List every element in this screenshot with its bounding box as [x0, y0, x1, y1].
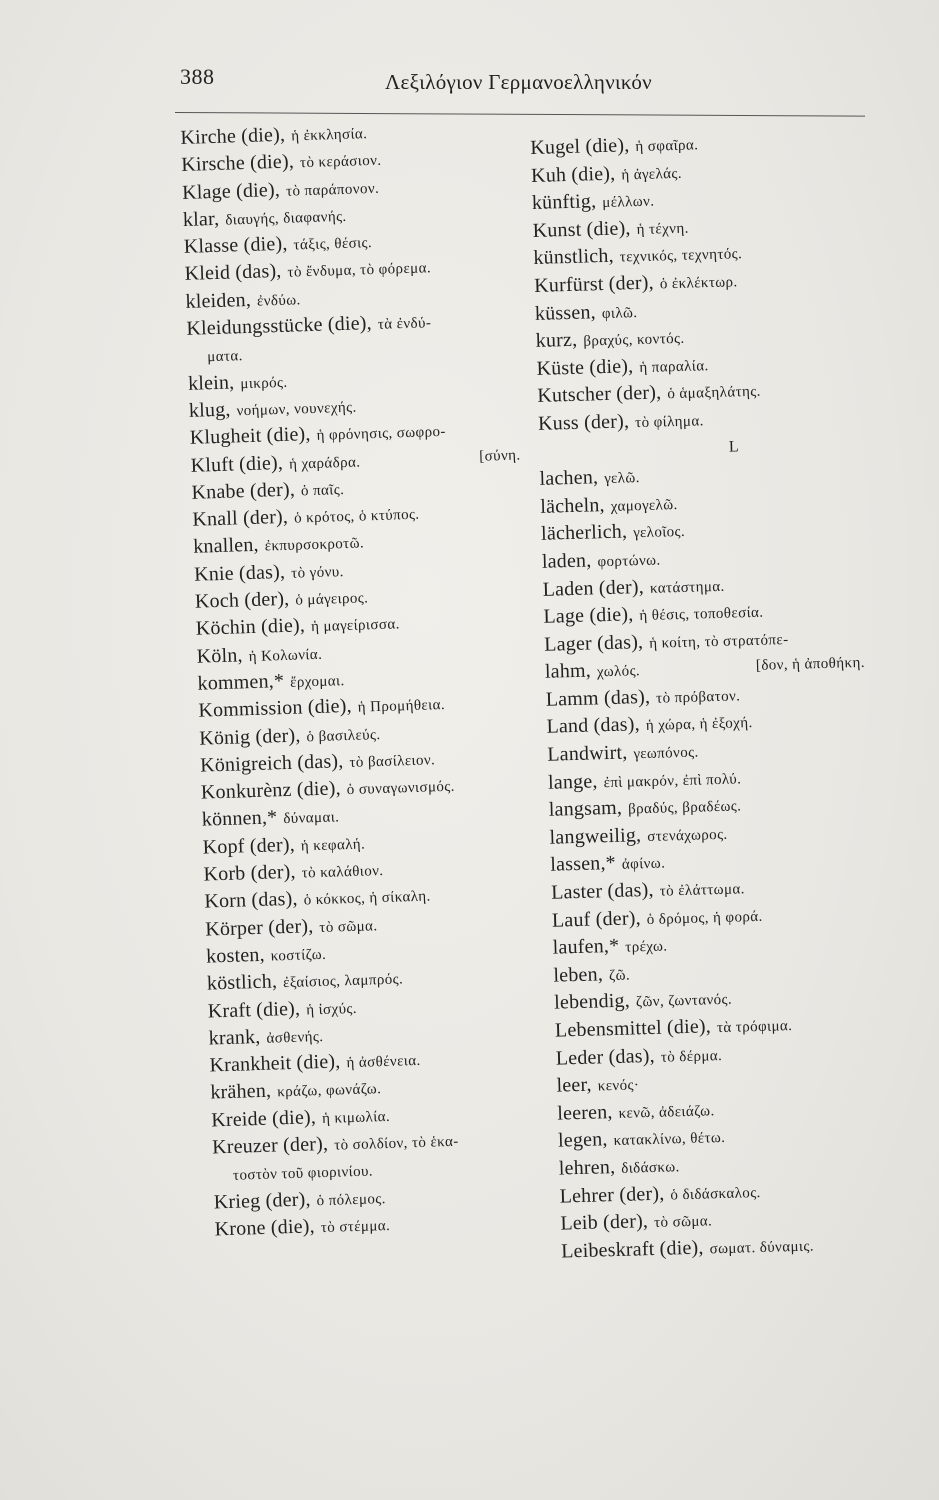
entry-headword: Köchin (die), — [195, 614, 306, 641]
entry-headword: küssen, — [534, 300, 597, 325]
entry-gloss: ἡ κεφαλή. — [300, 836, 366, 855]
entry-gloss: φορτώνω. — [597, 552, 661, 571]
entry-gloss: τὰ ἐνδύ- — [377, 315, 432, 333]
entry-gloss: ἡ σφαῖρα. — [635, 137, 699, 156]
entry-gloss: ἔρχομαι. — [289, 673, 345, 691]
entry-headword: künstlich, — [533, 245, 615, 270]
entry-gloss: ὁ πόλεμος. — [316, 1190, 387, 1209]
entry-continuation-note: [σύνη. — [479, 447, 521, 465]
entry-headword: krähen, — [210, 1080, 272, 1104]
entry-headword: langsam, — [548, 796, 623, 821]
entry-headword: Kleidungsstücke (die), — [186, 312, 373, 340]
entry-gloss: φιλῶ. — [601, 304, 638, 322]
entry-headword: Kunst (die), — [532, 217, 631, 242]
k-entries — [530, 126, 868, 439]
left-column — [180, 114, 555, 1243]
entry-gloss: ἀσθενής. — [266, 1028, 324, 1047]
entry-headword: leer, — [556, 1073, 593, 1097]
entry-gloss: ἡ κιμωλία. — [321, 1108, 391, 1127]
entry-headword: Küste (die), — [536, 354, 634, 380]
entry-headword: klein, — [187, 371, 235, 395]
entry-gloss: ἡ ἀγελάς. — [621, 165, 683, 184]
entry-gloss: ὁ συναγωνισμός. — [346, 778, 456, 799]
entry-gloss: βραδύς, βραδέως. — [627, 798, 742, 818]
entry-headword: künftig, — [531, 190, 597, 215]
entry-headword: Laden (der), — [542, 575, 645, 601]
entry-gloss: τὸ βασίλειον. — [349, 752, 436, 771]
entry-gloss: στενάχωρος. — [647, 826, 728, 845]
entry-gloss: ἐπὶ μακρόν, ἐπὶ πολύ. — [603, 771, 742, 791]
entry-gloss: τάξις, θέσις. — [293, 235, 373, 254]
entry-headword: König (der), — [198, 724, 301, 750]
entry-continuation-note: [δον, ἡ ἀποθήκη. — [755, 655, 866, 675]
section-letter-l: L — [728, 437, 739, 456]
entry-gloss: ὁ διδάσκαλος. — [670, 1184, 761, 1204]
entry-gloss: τὸ σῶμα. — [319, 917, 378, 936]
entry-headword: lachen, — [539, 466, 599, 490]
entry-gloss: ἡ χαράδρα. — [288, 454, 361, 473]
entry-gloss: κενός· — [597, 1077, 640, 1095]
entry-headword: laden, — [541, 549, 592, 573]
entry-gloss: μικρός. — [240, 374, 288, 392]
entry-headword: Köln, — [196, 643, 244, 668]
entry-headword: Kreuzer (der), — [211, 1132, 329, 1159]
entry-gloss: χαμογελῶ. — [610, 496, 678, 515]
entry-headword: Königreich (das), — [199, 750, 344, 777]
entry-gloss: γελοῖος. — [632, 524, 686, 542]
entry-headword: lächeln, — [540, 493, 606, 518]
entry-headword: Knall (der), — [192, 505, 289, 531]
entry-gloss: ὁ κόκκος, ἡ σίκαλη. — [303, 888, 431, 909]
entry-gloss: ὁ κρότος, ὁ κτύπος. — [293, 506, 420, 527]
entry-headword: Krieg (der), — [213, 1188, 311, 1214]
entry-gloss: ὁ παῖς. — [300, 481, 345, 500]
entry-headword: Kurfürst (der), — [533, 271, 655, 297]
entry-headword: Kommission (die), — [198, 695, 353, 722]
entry-headword: kurz, — [535, 328, 578, 353]
entry-gloss: διδάσκω. — [621, 1159, 680, 1177]
entry-gloss: ὁ μάγειρος. — [295, 590, 369, 609]
entry-gloss: γεωπόνος. — [633, 744, 699, 763]
entry-headword: Knabe (der), — [191, 478, 296, 504]
entry-headword: Kutscher (der), — [536, 381, 662, 408]
entry-gloss: ἐξαίσιος, λαμπρός. — [282, 971, 404, 992]
entry-headword: Kreide (die), — [210, 1105, 317, 1132]
entry-headword: lange, — [547, 770, 598, 794]
entry-gloss: ἡ Προμήθεια. — [357, 697, 446, 716]
entry-gloss: ἡ παραλία. — [639, 357, 709, 376]
entry-headword: Knie (das), — [193, 560, 286, 586]
entry-headword: Kopf (der), — [202, 833, 296, 859]
entry-headword: Laster (das), — [550, 878, 654, 904]
entry-gloss: ἐκπυρσοκροτῶ. — [264, 535, 365, 555]
entry-headword: köstlich, — [206, 970, 278, 995]
entry-headword: Lage (die), — [543, 603, 634, 628]
entry-gloss: ὁ δρόμος, ἡ φορά. — [646, 908, 763, 928]
entry-gloss: κατάστημα. — [649, 578, 725, 597]
entry-gloss: ἡ θέσις, τοποθεσία. — [639, 604, 764, 625]
entry-gloss: κατακλίνω, θέτω. — [613, 1130, 726, 1150]
entry-gloss: τὸ στέμμα. — [320, 1217, 391, 1236]
entry-headword: lächerlich, — [540, 520, 628, 546]
entry-gloss: χωλός. — [596, 663, 641, 681]
entry-headword: Lehrer (der), — [559, 1182, 665, 1208]
page-number: 388 — [180, 64, 215, 89]
entry-gloss: τεχνικός, τεχνητός. — [619, 246, 743, 266]
entry-headword: laufen,* — [552, 935, 620, 959]
entry-headword: Lauf (der), — [551, 906, 642, 932]
entry-headword: klar, — [182, 207, 220, 231]
entry-headword: lahm, — [544, 659, 592, 684]
entry-gloss: τὸ ἔνδυμα, τὸ φόρεμα. — [287, 260, 432, 282]
right-column — [530, 126, 891, 1266]
entry-gloss: ἡ κοίτη, τὸ στρατόπε- — [649, 631, 789, 652]
entry-gloss: τὸ παράπονον. — [285, 180, 380, 200]
entry-headword: Krankheit (die), — [209, 1050, 341, 1077]
entry-headword: langweilig, — [549, 824, 642, 849]
entry-gloss: ματα. — [207, 348, 244, 366]
entry-headword: knallen, — [192, 534, 260, 559]
entry-headword: kleiden, — [185, 288, 252, 313]
entry-headword: Leder (das), — [555, 1044, 656, 1070]
entry-headword: Leibeskraft (die), — [560, 1236, 704, 1263]
entry-headword: Klage (die), — [181, 178, 281, 204]
entry-headword: legen, — [557, 1128, 608, 1152]
l-entries — [539, 457, 891, 1266]
entry-gloss: τὸ ἐλάττωμα. — [659, 881, 746, 900]
entry-headword: Korn (das), — [204, 888, 299, 913]
entry-headword: kosten, — [205, 943, 266, 968]
entry-headword: klug, — [188, 398, 231, 422]
entry-headword: Kirsche (die), — [180, 150, 295, 177]
entry-gloss: τὸ γόνυ. — [290, 563, 345, 582]
entry-gloss: ὁ βασιλεύς. — [306, 726, 381, 745]
entry-headword: Kleid (das), — [184, 260, 282, 286]
entry-gloss: ἡ τέχνη. — [636, 220, 689, 238]
entry-headword: können,* — [201, 806, 278, 832]
entry-headword: Kirche (die), — [180, 123, 286, 149]
entry-headword: krank, — [208, 1025, 261, 1050]
entry-gloss: ὁ ἁμαξηλάτης. — [667, 384, 761, 403]
entry-gloss: ἀφίνω. — [621, 855, 666, 874]
entry-headword: Landwirt, — [547, 741, 628, 766]
entry-gloss: γελῶ. — [604, 470, 641, 488]
entry-gloss: τὸ καλάθιον. — [301, 862, 384, 882]
entry-gloss: σωματ. δύναμις. — [709, 1238, 815, 1258]
entry-gloss: ζῶ. — [608, 967, 631, 984]
entry-headword: leben, — [553, 963, 604, 987]
page-header — [180, 58, 870, 108]
entry-headword: lebendig, — [553, 989, 631, 1015]
entry-gloss: δύναμαι. — [283, 809, 340, 828]
entry-headword: leeren, — [557, 1100, 613, 1125]
entry-gloss: τὸ σῶμα. — [653, 1213, 713, 1232]
entry-gloss: ἡ Κολωνία. — [248, 646, 323, 665]
entry-gloss: νοήμων, νουνεχής. — [236, 399, 357, 420]
entry-gloss: μέλλων. — [602, 193, 655, 212]
entry-gloss: ὁ ἐκλέκτωρ. — [659, 274, 738, 293]
entry-headword: Lamm (das), — [545, 685, 651, 711]
entry-headword: Kugel (die), — [530, 134, 630, 159]
entry-gloss: κενῶ, ἀδειάζω. — [618, 1103, 715, 1122]
entry-headword: Lebensmittel (die), — [554, 1015, 712, 1042]
entry-gloss: ἡ ἀσθένεια. — [346, 1053, 421, 1072]
entry-gloss: ἡ χώρα, ἡ ἐξοχή. — [645, 715, 753, 735]
entry-headword: kommen,* — [197, 669, 285, 695]
entry-headword: Kraft (die), — [207, 997, 301, 1023]
entry-headword: Konkurènz (die), — [200, 777, 342, 804]
entry-gloss: βραχύς, κοντός. — [583, 330, 685, 350]
entry-headword: lassen,* — [550, 852, 617, 877]
entry-gloss: τὸ σολδίον, τὸ ἑκα- — [333, 1133, 459, 1154]
entry-gloss: κράζω, φωνάζω. — [277, 1081, 382, 1101]
entry-gloss: τοστὸν τοῦ φιορινίου. — [232, 1163, 374, 1185]
entry-gloss: ἡ φρόνησις, σωφρο- — [316, 424, 447, 445]
entry-headword: Land (das), — [546, 713, 641, 739]
entry-gloss: τὸ δέρμα. — [660, 1047, 723, 1066]
entry-headword: Klugheit (die), — [189, 423, 311, 450]
entry-headword: Klasse (die), — [183, 232, 288, 259]
entry-headword: Körper (der), — [204, 914, 314, 941]
running-title: Λεξιλόγιον Γερμανοελληνικόν — [385, 70, 652, 94]
entry-headword: lehren, — [558, 1155, 616, 1180]
entry-gloss: ἐνδύω. — [256, 292, 301, 310]
entry-headword: Kuss (der), — [537, 410, 630, 435]
entry-headword: Krone (die), — [214, 1215, 316, 1241]
entry-gloss: ἡ ἐκκλησία. — [290, 126, 368, 145]
entry-headword: Kluft (die), — [190, 451, 284, 477]
entry-headword: Leib (der), — [560, 1210, 649, 1235]
entry-gloss: ἡ μαγείρισσα. — [310, 616, 401, 636]
entry-gloss: τρέχω. — [625, 938, 668, 956]
header-rule — [175, 112, 865, 117]
entry-headword: Kuh (die), — [530, 162, 616, 187]
entry-headword: Koch (der), — [194, 587, 290, 613]
entry-gloss: ἡ ἰσχύς. — [305, 1000, 358, 1018]
entry-gloss: διαυγής, διαφανής. — [225, 208, 347, 229]
entry-gloss: τὸ κεράσιον. — [299, 152, 382, 172]
entry-headword: Lager (das), — [543, 630, 644, 656]
entry-gloss: τὸ πρόβατον. — [655, 688, 741, 707]
entry-gloss: κοστίζω. — [270, 946, 327, 965]
entry-gloss: τὰ τρόφιμα. — [716, 1018, 793, 1037]
entry-gloss: ζῶν, ζωντανός. — [635, 992, 733, 1011]
entry-gloss: τὸ φίλημα. — [634, 413, 704, 432]
entry-headword: Korb (der), — [203, 860, 297, 886]
